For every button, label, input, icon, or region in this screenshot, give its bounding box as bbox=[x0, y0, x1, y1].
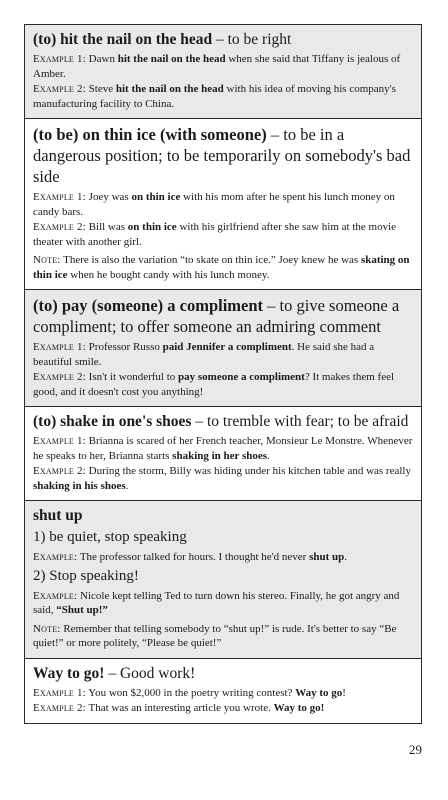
example-text: The professor talked for hours. I thought he'd never bbox=[77, 551, 310, 563]
example-2 bbox=[33, 464, 413, 493]
example-text: Joey was bbox=[85, 191, 132, 203]
note-idiom-bold: skating on thin ice bbox=[33, 254, 410, 281]
entry-headline bbox=[33, 506, 413, 525]
entry-headline bbox=[33, 664, 413, 683]
example-text: . He said she had a beautiful smile. bbox=[33, 341, 375, 368]
example-text: Professor Russo bbox=[85, 341, 163, 353]
sense-1: 1) be quiet, stop speaking bbox=[33, 529, 187, 545]
example-text: Steve bbox=[85, 83, 116, 95]
idiom-entry-on-thin-ice bbox=[25, 118, 421, 289]
note-label: Note: bbox=[33, 254, 61, 266]
example-label: Example: bbox=[33, 589, 78, 602]
idiom-entry-way-to-go bbox=[25, 658, 421, 723]
idiom-term: (to be) on thin ice (with someone) bbox=[33, 125, 267, 144]
example-idiom-bold: hit the nail on the head bbox=[115, 83, 224, 95]
idiom-entry-pay-a-compliment bbox=[25, 289, 421, 406]
example-text: Brianna is scared of her French teacher, Monsieur Le Monstre. Whenever he speaks to her, Brianna starts bbox=[33, 435, 413, 462]
example-label: Example 2: bbox=[33, 371, 86, 383]
example-label: Example 2: bbox=[33, 221, 86, 233]
entry-headline bbox=[33, 124, 413, 187]
idiom-definition: – to give someone a compliment; to offer someone an admiring comment bbox=[33, 296, 400, 336]
example-idiom-bold: shaking in her shoes bbox=[172, 449, 268, 462]
example-text: . bbox=[344, 551, 348, 563]
example-1 bbox=[33, 434, 413, 463]
example-text: with his girlfriend after she saw him at the movie theater with another girl. bbox=[33, 221, 397, 248]
example-idiom-bold: on thin ice bbox=[127, 221, 177, 233]
sense-2: 2) Stop speaking! bbox=[33, 567, 139, 584]
example-idiom-bold: Way to go bbox=[295, 686, 343, 699]
example-1 bbox=[33, 52, 413, 81]
note-text: There is also the variation “to skate on thin ice.” Joey knew he was bbox=[60, 254, 361, 266]
example-idiom-bold: on thin ice bbox=[131, 191, 181, 203]
note bbox=[33, 253, 413, 282]
example-text: with his mom after he spent his lunch money on candy bars. bbox=[33, 191, 395, 218]
idiom-term: (to) shake in one's shoes bbox=[33, 413, 192, 430]
example-label: Example 1: bbox=[33, 686, 86, 699]
example-text: . bbox=[267, 449, 270, 462]
note-label: Note: bbox=[33, 622, 61, 635]
example-1 bbox=[33, 340, 413, 369]
example-2 bbox=[33, 220, 413, 249]
example-text: Bill was bbox=[85, 221, 128, 233]
example-label: Example 1: bbox=[33, 191, 86, 203]
idiom-term: Way to go! bbox=[33, 664, 105, 682]
idiom-term: shut up bbox=[33, 507, 83, 524]
example-label: Example 2: bbox=[33, 83, 86, 95]
idiom-definition: – to be in a dangerous position; to be temporarily on somebody's bad side bbox=[33, 125, 411, 186]
example-text: with his idea of moving his company's manufacturing facility to China. bbox=[33, 83, 396, 110]
example-text: During the storm, Billy was hiding under his kitchen table and was really bbox=[85, 465, 411, 477]
example-2 bbox=[33, 701, 413, 716]
example-text: . bbox=[125, 479, 129, 492]
idiom-page-frame bbox=[24, 24, 422, 724]
idiom-definition: – Good work! bbox=[104, 664, 196, 682]
example-2 bbox=[33, 370, 413, 399]
example-text: when she said that Tiffany is jealous of Amber. bbox=[33, 53, 401, 80]
entry-headline bbox=[33, 295, 413, 337]
note-text: Remember that telling somebody to “shut up!” is rude. It's better to say “Be quiet!” or more politely, “Please be quiet!” bbox=[33, 622, 397, 649]
example-idiom-bold: hit the nail on the head bbox=[117, 53, 226, 65]
example-1 bbox=[33, 686, 413, 701]
entry-headline bbox=[33, 30, 413, 49]
idiom-term: (to) hit the nail on the head bbox=[33, 31, 213, 48]
example-idiom-bold: Way to go! bbox=[273, 702, 325, 714]
example-idiom-bold: “Shut up!” bbox=[56, 604, 108, 616]
note-text: when he bought candy with his lunch money. bbox=[67, 268, 270, 281]
idiom-definition: – to be right bbox=[212, 31, 292, 48]
example-label: Example 1: bbox=[33, 341, 86, 353]
example-label: Example: bbox=[33, 551, 78, 563]
example-text: That was an interesting article you wrote. bbox=[85, 702, 274, 714]
example-2 bbox=[33, 589, 413, 618]
page-number: 29 bbox=[409, 742, 422, 757]
example-text: ! bbox=[342, 686, 346, 699]
example-idiom-bold: shaking in his shoes bbox=[33, 479, 126, 492]
example-idiom-bold: pay someone a compliment bbox=[178, 371, 305, 383]
example-label: Example 2: bbox=[33, 702, 86, 714]
example-text: Isn't it wonderful to bbox=[85, 371, 179, 383]
idiom-entry-hit-the-nail bbox=[25, 25, 421, 118]
note bbox=[33, 622, 413, 651]
example-1 bbox=[33, 550, 413, 565]
idiom-entry-shake-in-shoes bbox=[25, 406, 421, 500]
example-1 bbox=[33, 190, 413, 219]
idiom-definition: – to tremble with fear; to be afraid bbox=[191, 413, 409, 430]
example-label: Example 2: bbox=[33, 465, 86, 477]
example-idiom-bold: shut up bbox=[309, 551, 345, 563]
entry-headline bbox=[33, 412, 413, 431]
example-label: Example 1: bbox=[33, 53, 86, 65]
idiom-entry-shut-up bbox=[25, 500, 421, 658]
example-text: Dawn bbox=[85, 53, 118, 65]
example-text: You won $2,000 in the poetry writing contest? bbox=[85, 686, 296, 699]
example-text: Nicole kept telling Ted to turn down his stereo. Finally, he got angry and said, bbox=[33, 589, 400, 616]
idiom-term: (to) pay (someone) a compliment bbox=[33, 296, 264, 315]
example-label: Example 1: bbox=[33, 435, 86, 447]
example-2 bbox=[33, 82, 413, 111]
example-text: ? It makes them feel good, and it doesn't cost you anything! bbox=[33, 371, 395, 398]
example-idiom-bold: paid Jennifer a compliment bbox=[162, 341, 292, 353]
